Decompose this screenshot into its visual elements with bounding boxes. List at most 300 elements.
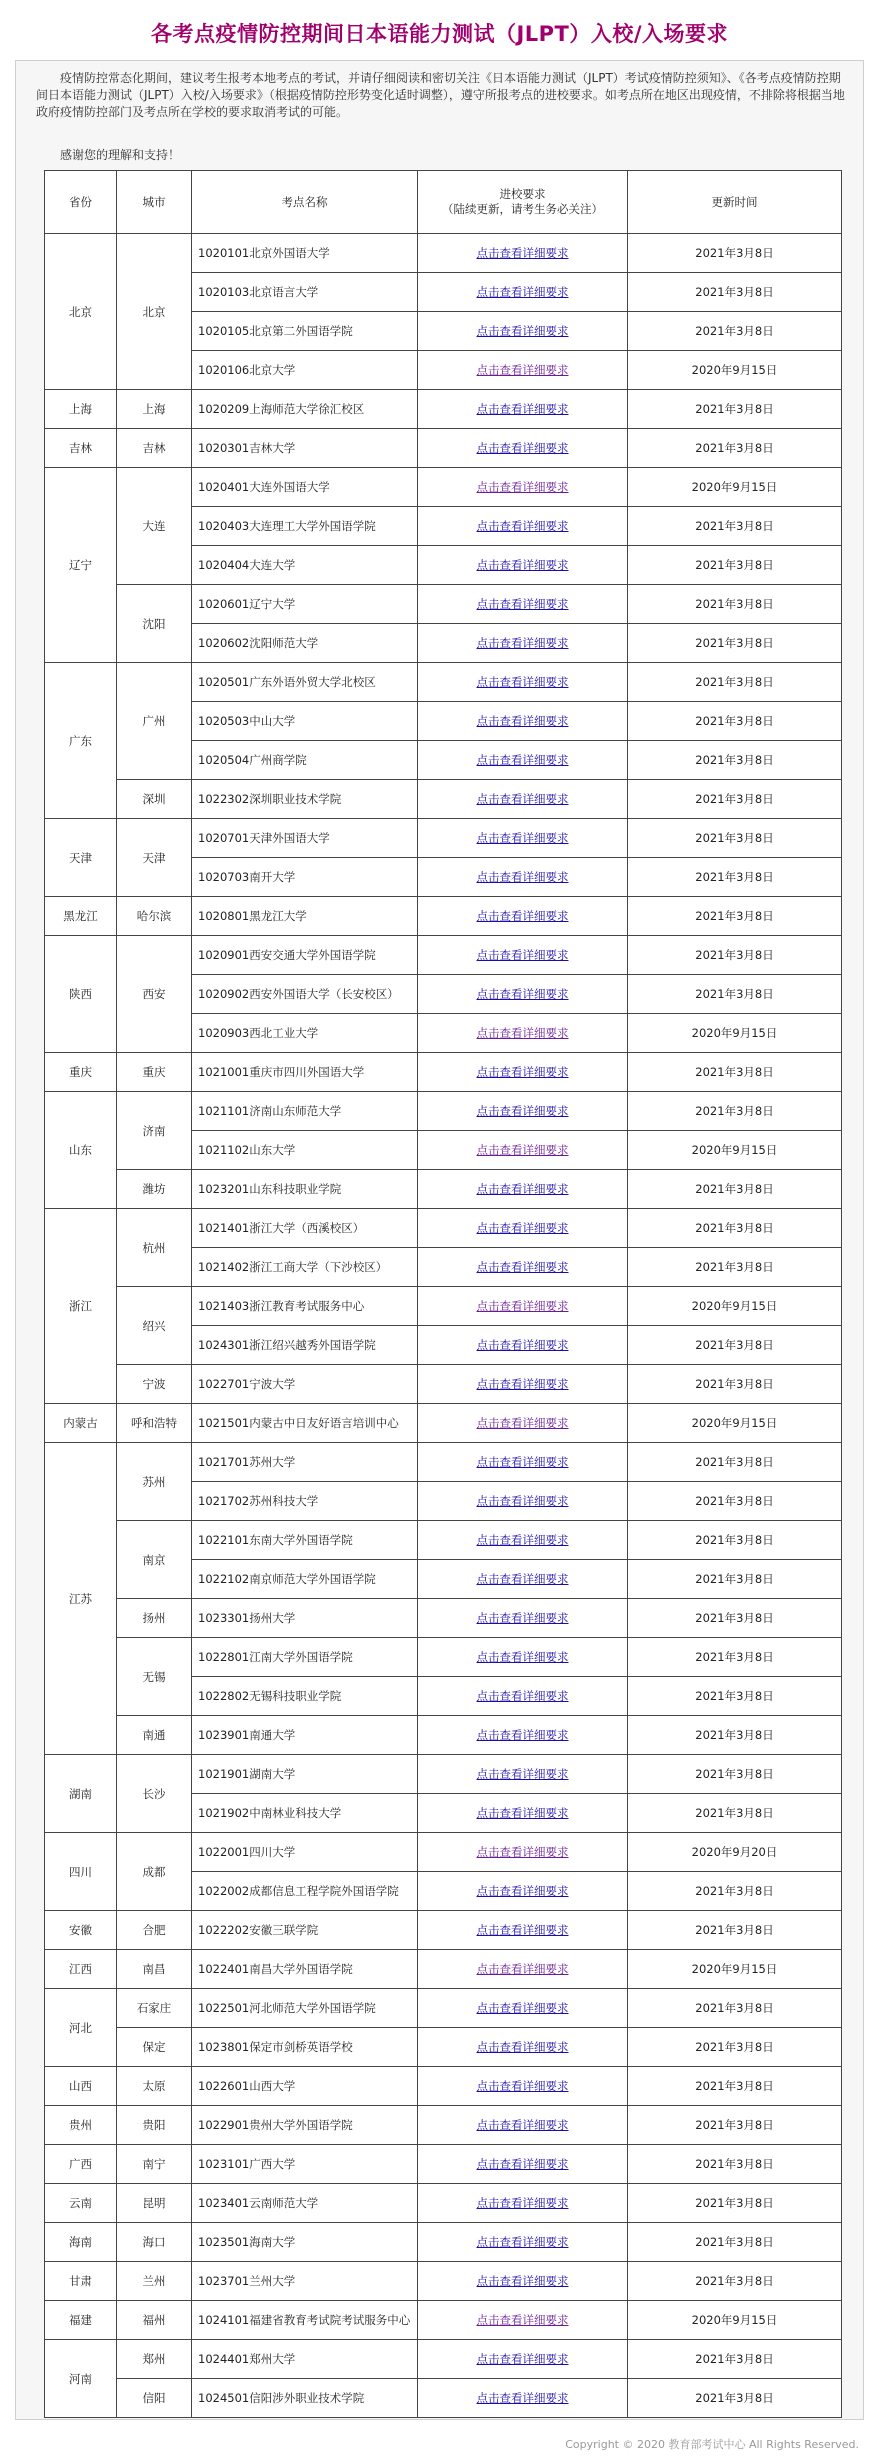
updated-date-cell: 2020年9月15日 (628, 351, 842, 390)
updated-date-cell: 2021年3月8日 (628, 702, 842, 741)
table-row (45, 1950, 842, 1989)
updated-date-cell: 2021年3月8日 (628, 858, 842, 897)
updated-date-cell: 2021年3月8日 (628, 2028, 842, 2067)
city-cell: 济南 (117, 1092, 192, 1170)
view-requirements-link[interactable]: 点击查看详细要求 (476, 1104, 569, 1118)
requirement-cell (418, 2379, 628, 2418)
requirement-cell (418, 2067, 628, 2106)
site-name-cell: 1020503中山大学 (192, 702, 418, 741)
site-name-cell: 1023401云南师范大学 (192, 2184, 418, 2223)
view-requirements-link[interactable]: 点击查看详细要求 (476, 597, 569, 611)
province-cell: 吉林 (45, 429, 117, 468)
city-cell: 北京 (117, 234, 192, 390)
site-name-cell: 1020801黑龙江大学 (192, 897, 418, 936)
requirement-cell (418, 273, 628, 312)
province-cell: 重庆 (45, 1053, 117, 1092)
updated-date-cell: 2021年3月8日 (628, 2067, 842, 2106)
updated-date-cell: 2021年3月8日 (628, 234, 842, 273)
table-row (45, 1521, 842, 1560)
table-row (45, 780, 842, 819)
view-requirements-link[interactable]: 点击查看详细要求 (476, 1767, 569, 1781)
table-row (45, 1716, 842, 1755)
table-row (45, 2223, 842, 2262)
site-name-cell: 1022202安徽三联学院 (192, 1911, 418, 1950)
requirement-cell (418, 1014, 628, 1053)
province-cell: 海南 (45, 2223, 117, 2262)
requirement-cell (418, 1131, 628, 1170)
city-cell: 海口 (117, 2223, 192, 2262)
updated-date-cell: 2021年3月8日 (628, 780, 842, 819)
requirement-cell (418, 1872, 628, 1911)
requirement-cell (418, 390, 628, 429)
table-row (45, 390, 842, 429)
province-cell: 辽宁 (45, 468, 117, 663)
updated-date-cell: 2021年3月8日 (628, 1326, 842, 1365)
requirement-cell (418, 1794, 628, 1833)
requirement-cell (418, 624, 628, 663)
site-name-cell: 1021901湖南大学 (192, 1755, 418, 1794)
site-name-cell: 1024301浙江绍兴越秀外国语学院 (192, 1326, 418, 1365)
city-cell: 杭州 (117, 1209, 192, 1287)
site-name-cell: 1024101福建省教育考试院考试服务中心 (192, 2301, 418, 2340)
updated-date-cell: 2021年3月8日 (628, 1989, 842, 2028)
site-name-cell: 1021102山东大学 (192, 1131, 418, 1170)
intro-text: 疫情防控常态化期间，建议考生报考本地考点的考试，并请仔细阅读和密切关注《日本语能力测试（JLPT）考试疫情防控须知》、《各考点疫情防控期间日本语能力测试（JLPT）入校/入场要求》（根据疫情防控形势变化适时调整），遵守所报考点的进校要求。如考点所在地区出现疫情，不排除将根据当地政府疫情防控部门及考点所在学校的要求取消考试的可能。 (36, 71, 845, 119)
table-row (45, 429, 842, 468)
province-cell: 广西 (45, 2145, 117, 2184)
requirement-cell (418, 702, 628, 741)
site-name-cell: 1022002成都信息工程学院外国语学院 (192, 1872, 418, 1911)
view-requirements-link[interactable]: 点击查看详细要求 (476, 2391, 569, 2405)
city-cell: 绍兴 (117, 1287, 192, 1365)
updated-date-cell: 2020年9月15日 (628, 1014, 842, 1053)
site-name-cell: 1021101济南山东师范大学 (192, 1092, 418, 1131)
requirement-cell (418, 1209, 628, 1248)
province-cell: 山西 (45, 2067, 117, 2106)
view-requirements-link[interactable]: 点击查看详细要求 (476, 1962, 569, 1976)
province-cell: 江西 (45, 1950, 117, 1989)
requirement-cell (418, 1911, 628, 1950)
city-cell: 贵阳 (117, 2106, 192, 2145)
table-row (45, 468, 842, 507)
view-requirements-link[interactable]: 点击查看详细要求 (476, 1728, 569, 1742)
site-name-cell: 1020101北京外国语大学 (192, 234, 418, 273)
copyright-footer: Copyright © 2020 教育部考试中心 All Rights Reserved. (565, 2438, 859, 2451)
updated-date-cell: 2021年3月8日 (628, 1209, 842, 1248)
requirements-table (44, 170, 842, 2418)
header-province: 省份 (45, 171, 117, 234)
site-name-cell: 1020301吉林大学 (192, 429, 418, 468)
updated-date-cell: 2021年3月8日 (628, 1092, 842, 1131)
view-requirements-link[interactable]: 点击查看详细要求 (476, 2235, 569, 2249)
requirement-cell (418, 1326, 628, 1365)
view-requirements-link[interactable]: 点击查看详细要求 (476, 1065, 569, 1079)
city-cell: 南昌 (117, 1950, 192, 1989)
view-requirements-link[interactable]: 点击查看详细要求 (476, 1806, 569, 1820)
view-requirements-link[interactable]: 点击查看详细要求 (476, 2079, 569, 2093)
site-name-cell: 1022701宁波大学 (192, 1365, 418, 1404)
updated-date-cell: 2021年3月8日 (628, 1755, 842, 1794)
province-cell: 内蒙古 (45, 1404, 117, 1443)
requirement-cell (418, 312, 628, 351)
view-requirements-link[interactable]: 点击查看详细要求 (476, 909, 569, 923)
city-cell: 太原 (117, 2067, 192, 2106)
view-requirements-link[interactable]: 点击查看详细要求 (476, 1650, 569, 1664)
city-cell: 成都 (117, 1833, 192, 1911)
view-requirements-link[interactable]: 点击查看详细要求 (476, 831, 569, 845)
site-name-cell: 1020209上海师范大学徐汇校区 (192, 390, 418, 429)
city-cell: 吉林 (117, 429, 192, 468)
site-name-cell: 1023101广西大学 (192, 2145, 418, 2184)
requirement-cell (418, 2028, 628, 2067)
province-cell: 陕西 (45, 936, 117, 1053)
view-requirements-link[interactable]: 点击查看详细要求 (476, 948, 569, 962)
site-name-cell: 1020404大连大学 (192, 546, 418, 585)
header-site: 考点名称 (192, 171, 418, 234)
province-cell: 安徽 (45, 1911, 117, 1950)
province-cell: 河南 (45, 2340, 117, 2418)
site-name-cell: 1021501内蒙古中日友好语言培训中心 (192, 1404, 418, 1443)
site-name-cell: 1023301扬州大学 (192, 1599, 418, 1638)
view-requirements-link[interactable]: 点击查看详细要求 (476, 1143, 569, 1157)
site-name-cell: 1021401浙江大学（西溪校区） (192, 1209, 418, 1248)
updated-date-cell: 2021年3月8日 (628, 1365, 842, 1404)
updated-date-cell: 2021年3月8日 (628, 1872, 842, 1911)
requirement-cell (418, 1833, 628, 1872)
site-name-cell: 1020703南开大学 (192, 858, 418, 897)
updated-date-cell: 2021年3月8日 (628, 585, 842, 624)
requirement-cell (418, 1521, 628, 1560)
site-name-cell: 1020401大连外国语大学 (192, 468, 418, 507)
city-cell: 南通 (117, 1716, 192, 1755)
header-updated: 更新时间 (628, 171, 842, 234)
city-cell: 南宁 (117, 2145, 192, 2184)
requirement-cell (418, 780, 628, 819)
requirement-cell (418, 1638, 628, 1677)
updated-date-cell: 2021年3月8日 (628, 273, 842, 312)
updated-date-cell: 2021年3月8日 (628, 936, 842, 975)
table-row (45, 1287, 842, 1326)
updated-date-cell: 2020年9月15日 (628, 1950, 842, 1989)
table-row (45, 1911, 842, 1950)
view-requirements-link[interactable]: 点击查看详细要求 (476, 1182, 569, 1196)
requirement-cell (418, 819, 628, 858)
view-requirements-link[interactable]: 点击查看详细要求 (476, 2352, 569, 2366)
updated-date-cell: 2021年3月8日 (628, 1794, 842, 1833)
updated-date-cell: 2021年3月8日 (628, 429, 842, 468)
requirement-cell (418, 897, 628, 936)
city-cell: 大连 (117, 468, 192, 585)
updated-date-cell: 2020年9月15日 (628, 1287, 842, 1326)
view-requirements-link[interactable]: 点击查看详细要求 (476, 1377, 569, 1391)
requirement-cell (418, 2184, 628, 2223)
requirement-cell (418, 741, 628, 780)
intro-notice (36, 70, 846, 121)
table-row (45, 1599, 842, 1638)
table-row (45, 2379, 842, 2418)
city-cell: 深圳 (117, 780, 192, 819)
province-cell: 甘肃 (45, 2262, 117, 2301)
table-row (45, 2028, 842, 2067)
requirement-cell (418, 1677, 628, 1716)
requirement-cell (418, 1950, 628, 1989)
province-cell: 贵州 (45, 2106, 117, 2145)
page-title: 各考点疫情防控期间日本语能力测试（JLPT）入校/入场要求 (150, 22, 729, 46)
view-requirements-link[interactable]: 点击查看详细要求 (476, 1533, 569, 1547)
city-cell: 潍坊 (117, 1170, 192, 1209)
thanks-text: 感谢您的理解和支持！ (60, 148, 181, 162)
table-row (45, 1053, 842, 1092)
site-name-cell: 1022401南昌大学外国语学院 (192, 1950, 418, 1989)
province-cell: 江苏 (45, 1443, 117, 1755)
view-requirements-link[interactable]: 点击查看详细要求 (476, 324, 569, 338)
requirement-cell (418, 507, 628, 546)
updated-date-cell: 2020年9月15日 (628, 468, 842, 507)
view-requirements-link[interactable]: 点击查看详细要求 (476, 1572, 569, 1586)
requirement-cell (418, 975, 628, 1014)
view-requirements-link[interactable]: 点击查看详细要求 (476, 1455, 569, 1469)
view-requirements-link[interactable]: 点击查看详细要求 (476, 1260, 569, 1274)
updated-date-cell: 2021年3月8日 (628, 507, 842, 546)
requirement-cell (418, 1482, 628, 1521)
site-name-cell: 1023701兰州大学 (192, 2262, 418, 2301)
site-name-cell: 1021403浙江教育考试服务中心 (192, 1287, 418, 1326)
table-row (45, 897, 842, 936)
view-requirements-link[interactable]: 点击查看详细要求 (476, 1923, 569, 1937)
site-name-cell: 1024401郑州大学 (192, 2340, 418, 2379)
view-requirements-link[interactable]: 点击查看详细要求 (476, 2118, 569, 2132)
requirement-cell (418, 2223, 628, 2262)
updated-date-cell: 2021年3月8日 (628, 819, 842, 858)
province-cell: 上海 (45, 390, 117, 429)
site-name-cell: 1020701天津外国语大学 (192, 819, 418, 858)
view-requirements-link[interactable]: 点击查看详细要求 (476, 1884, 569, 1898)
updated-date-cell: 2021年3月8日 (628, 975, 842, 1014)
requirement-cell (418, 1599, 628, 1638)
site-name-cell: 1020901西安交通大学外国语学院 (192, 936, 418, 975)
table-row (45, 1170, 842, 1209)
site-name-cell: 1023901南通大学 (192, 1716, 418, 1755)
updated-date-cell: 2020年9月15日 (628, 1404, 842, 1443)
province-cell: 云南 (45, 2184, 117, 2223)
site-name-cell: 1024501信阳涉外职业技术学院 (192, 2379, 418, 2418)
site-name-cell: 1023201山东科技职业学院 (192, 1170, 418, 1209)
site-name-cell: 1021902中南林业科技大学 (192, 1794, 418, 1833)
updated-date-cell: 2021年3月8日 (628, 624, 842, 663)
table-row (45, 2106, 842, 2145)
city-cell: 昆明 (117, 2184, 192, 2223)
table-row (45, 819, 842, 858)
site-name-cell: 1022101东南大学外国语学院 (192, 1521, 418, 1560)
site-name-cell: 1020501广东外语外贸大学北校区 (192, 663, 418, 702)
site-name-cell: 1021402浙江工商大学（下沙校区） (192, 1248, 418, 1287)
view-requirements-link[interactable]: 点击查看详细要求 (476, 1611, 569, 1625)
view-requirements-link[interactable]: 点击查看详细要求 (476, 870, 569, 884)
updated-date-cell: 2021年3月8日 (628, 1677, 842, 1716)
updated-date-cell: 2021年3月8日 (628, 1716, 842, 1755)
site-name-cell: 1022302深圳职业技术学院 (192, 780, 418, 819)
updated-date-cell: 2021年3月8日 (628, 312, 842, 351)
view-requirements-link[interactable]: 点击查看详细要求 (476, 2313, 569, 2327)
province-cell: 北京 (45, 234, 117, 390)
view-requirements-link[interactable]: 点击查看详细要求 (476, 2040, 569, 2054)
view-requirements-link[interactable]: 点击查看详细要求 (476, 792, 569, 806)
table-row (45, 2340, 842, 2379)
updated-date-cell: 2021年3月8日 (628, 1248, 842, 1287)
view-requirements-link[interactable]: 点击查看详细要求 (476, 1689, 569, 1703)
table-row (45, 1755, 842, 1794)
table-row (45, 2145, 842, 2184)
view-requirements-link[interactable]: 点击查看详细要求 (476, 1026, 569, 1040)
updated-date-cell: 2021年3月8日 (628, 2262, 842, 2301)
city-cell: 郑州 (117, 2340, 192, 2379)
table-row (45, 2262, 842, 2301)
table-row (45, 2184, 842, 2223)
requirement-cell (418, 468, 628, 507)
view-requirements-link[interactable]: 点击查看详细要求 (476, 285, 569, 299)
updated-date-cell: 2021年3月8日 (628, 2379, 842, 2418)
city-cell: 福州 (117, 2301, 192, 2340)
view-requirements-link[interactable]: 点击查看详细要求 (476, 1494, 569, 1508)
province-cell: 四川 (45, 1833, 117, 1911)
requirement-cell (418, 1053, 628, 1092)
table-header-row (45, 171, 842, 234)
city-cell: 广州 (117, 663, 192, 780)
requirement-cell (418, 351, 628, 390)
updated-date-cell: 2021年3月8日 (628, 546, 842, 585)
city-cell: 合肥 (117, 1911, 192, 1950)
requirement-cell (418, 429, 628, 468)
view-requirements-link[interactable]: 点击查看详细要求 (476, 246, 569, 260)
updated-date-cell: 2021年3月8日 (628, 2340, 842, 2379)
requirement-cell (418, 585, 628, 624)
province-cell: 湖南 (45, 1755, 117, 1833)
requirement-cell (418, 1755, 628, 1794)
requirement-cell (418, 1443, 628, 1482)
site-name-cell: 1020504广州商学院 (192, 741, 418, 780)
site-name-cell: 1022802无锡科技职业学院 (192, 1677, 418, 1716)
view-requirements-link[interactable]: 点击查看详细要求 (476, 558, 569, 572)
table-row (45, 663, 842, 702)
view-requirements-link[interactable]: 点击查看详细要求 (476, 441, 569, 455)
view-requirements-link[interactable]: 点击查看详细要求 (476, 636, 569, 650)
city-cell: 长沙 (117, 1755, 192, 1833)
requirement-cell (418, 858, 628, 897)
province-cell: 浙江 (45, 1209, 117, 1404)
view-requirements-link[interactable]: 点击查看详细要求 (476, 1416, 569, 1430)
site-name-cell: 1020106北京大学 (192, 351, 418, 390)
city-cell: 信阳 (117, 2379, 192, 2418)
view-requirements-link[interactable]: 点击查看详细要求 (476, 1299, 569, 1313)
view-requirements-link[interactable]: 点击查看详细要求 (476, 363, 569, 377)
requirement-cell (418, 1716, 628, 1755)
requirement-cell (418, 1248, 628, 1287)
updated-date-cell: 2021年3月8日 (628, 663, 842, 702)
view-requirements-link[interactable]: 点击查看详细要求 (476, 714, 569, 728)
view-requirements-link[interactable]: 点击查看详细要求 (476, 753, 569, 767)
view-requirements-link[interactable]: 点击查看详细要求 (476, 1338, 569, 1352)
table-row (45, 2301, 842, 2340)
updated-date-cell: 2021年3月8日 (628, 741, 842, 780)
requirement-cell (418, 2301, 628, 2340)
province-cell: 河北 (45, 1989, 117, 2067)
city-cell: 上海 (117, 390, 192, 429)
table-row (45, 1443, 842, 1482)
requirement-cell (418, 1404, 628, 1443)
view-requirements-link[interactable]: 点击查看详细要求 (476, 675, 569, 689)
table-row (45, 585, 842, 624)
site-name-cell: 1020902西安外国语大学（长安校区） (192, 975, 418, 1014)
site-name-cell: 1020601辽宁大学 (192, 585, 418, 624)
requirement-cell (418, 2145, 628, 2184)
view-requirements-link[interactable]: 点击查看详细要求 (476, 2274, 569, 2288)
table-row (45, 1833, 842, 1872)
view-requirements-link[interactable]: 点击查看详细要求 (476, 2157, 569, 2171)
requirement-cell (418, 2106, 628, 2145)
requirement-cell (418, 663, 628, 702)
updated-date-cell: 2021年3月8日 (628, 1638, 842, 1677)
updated-date-cell: 2021年3月8日 (628, 1053, 842, 1092)
table-row (45, 1365, 842, 1404)
header-requirement: 进校要求 （陆续更新，请考生务必关注） (418, 171, 628, 234)
table-row (45, 936, 842, 975)
view-requirements-link[interactable]: 点击查看详细要求 (476, 1845, 569, 1859)
updated-date-cell: 2021年3月8日 (628, 2223, 842, 2262)
table-row (45, 1209, 842, 1248)
updated-date-cell: 2020年9月20日 (628, 1833, 842, 1872)
updated-date-cell: 2021年3月8日 (628, 1599, 842, 1638)
view-requirements-link[interactable]: 点击查看详细要求 (476, 987, 569, 1001)
view-requirements-link[interactable]: 点击查看详细要求 (476, 480, 569, 494)
updated-date-cell: 2021年3月8日 (628, 2145, 842, 2184)
site-name-cell: 1021702苏州科技大学 (192, 1482, 418, 1521)
site-name-cell: 1020903西北工业大学 (192, 1014, 418, 1053)
requirement-cell (418, 234, 628, 273)
city-cell: 石家庄 (117, 1989, 192, 2028)
city-cell: 扬州 (117, 1599, 192, 1638)
view-requirements-link[interactable]: 点击查看详细要求 (476, 519, 569, 533)
updated-date-cell: 2021年3月8日 (628, 1443, 842, 1482)
site-name-cell: 1021701苏州大学 (192, 1443, 418, 1482)
view-requirements-link[interactable]: 点击查看详细要求 (476, 402, 569, 416)
site-name-cell: 1022102南京师范大学外国语学院 (192, 1560, 418, 1599)
table-row (45, 1092, 842, 1131)
site-name-cell: 1020103北京语言大学 (192, 273, 418, 312)
view-requirements-link[interactable]: 点击查看详细要求 (476, 2196, 569, 2210)
city-cell: 保定 (117, 2028, 192, 2067)
site-name-cell: 1021001重庆市四川外国语大学 (192, 1053, 418, 1092)
requirement-cell (418, 546, 628, 585)
table-row (45, 234, 842, 273)
city-cell: 宁波 (117, 1365, 192, 1404)
view-requirements-link[interactable]: 点击查看详细要求 (476, 2001, 569, 2015)
table-row (45, 1638, 842, 1677)
province-cell: 天津 (45, 819, 117, 897)
view-requirements-link[interactable]: 点击查看详细要求 (476, 1221, 569, 1235)
table-body (45, 234, 842, 2418)
requirement-cell (418, 1170, 628, 1209)
site-name-cell: 1022801江南大学外国语学院 (192, 1638, 418, 1677)
site-name-cell: 1022901贵州大学外国语学院 (192, 2106, 418, 2145)
requirement-cell (418, 1989, 628, 2028)
province-cell: 广东 (45, 663, 117, 819)
city-cell: 西安 (117, 936, 192, 1053)
requirement-cell (418, 1560, 628, 1599)
requirement-cell (418, 1092, 628, 1131)
requirement-cell (418, 1365, 628, 1404)
updated-date-cell: 2021年3月8日 (628, 1521, 842, 1560)
province-cell: 福建 (45, 2301, 117, 2340)
